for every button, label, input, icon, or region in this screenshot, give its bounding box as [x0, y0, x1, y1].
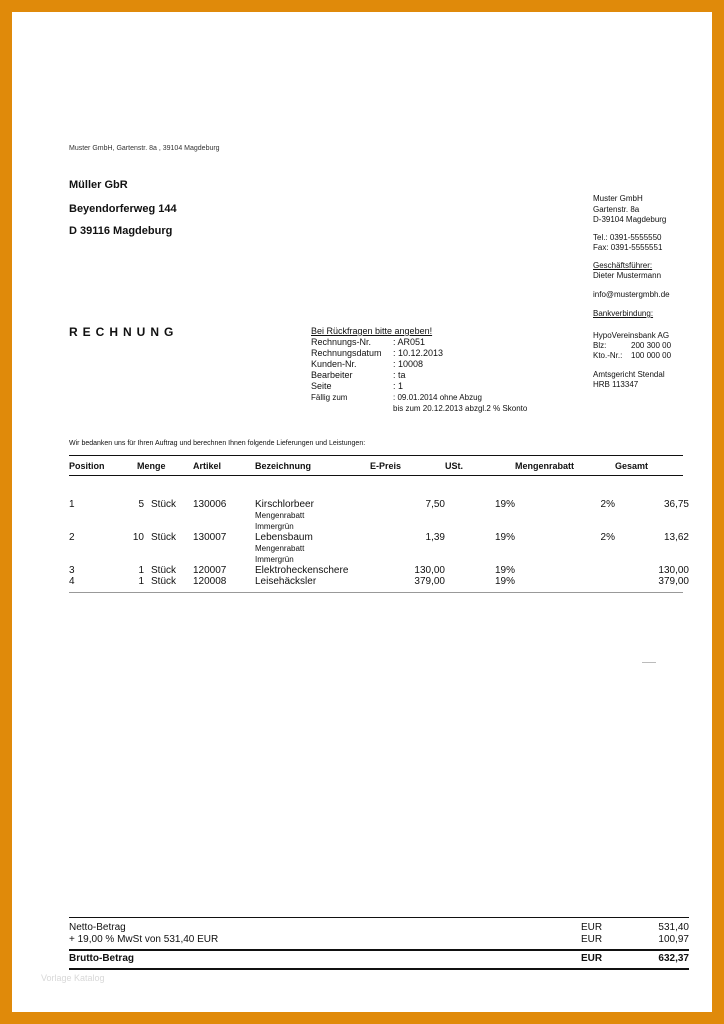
company-fax: Fax: 0391-5555551 [593, 243, 663, 252]
col-ust: USt. [445, 461, 463, 471]
table-row [69, 499, 689, 532]
cell-total: 36,75 [663, 499, 689, 510]
kto-value: 100 000 00 [631, 351, 672, 360]
info-value: : 10008 [393, 359, 424, 369]
cell-qty: 1 [138, 576, 144, 587]
info-key: Kunden-Nr. [311, 359, 357, 369]
desc-main: Kirschlorbeer [255, 499, 314, 510]
blz-label: Blz: [593, 341, 607, 350]
document-title: RECHNUNG [69, 325, 179, 339]
cell-disc: 2% [600, 532, 615, 543]
cell-desc [255, 499, 370, 532]
table-bottom-rule [69, 592, 683, 593]
brutto-bottom-rule [69, 968, 689, 970]
cell-desc: Elektroheckenschere [255, 565, 349, 576]
table-row [69, 565, 689, 576]
info-row [311, 392, 553, 403]
col-mengenrabatt: Mengenrabatt [515, 461, 575, 471]
page-mark [642, 662, 656, 663]
cell-price: 7,50 [425, 499, 445, 510]
recipient-city: D 39116 Magdeburg [69, 225, 173, 237]
brutto-top-rule [69, 949, 689, 951]
recipient-name: Müller GbR [69, 179, 128, 191]
cell-disc: 2% [600, 499, 615, 510]
vat-label: + 19,00 % MwSt von 531,40 EUR [69, 934, 219, 945]
cell-unit: Stück [151, 532, 177, 543]
company-name: Muster GmbH [593, 194, 643, 203]
brutto-currency: EUR [581, 953, 603, 964]
cell-price: 130,00 [414, 565, 445, 576]
info-key [311, 403, 393, 414]
company-street: Gartenstr. 8a [593, 205, 640, 214]
desc-sub: Mengenrabatt [255, 511, 305, 520]
company-tel: Tel.: 0391-5555550 [593, 233, 662, 242]
cell-vat: 19% [494, 565, 515, 576]
sender-line: Muster GmbH, Gartenstr. 8a , 39104 Magdeburg [69, 145, 220, 152]
info-key: Bearbeiter [311, 370, 353, 380]
col-gesamt: Gesamt [615, 461, 649, 471]
info-row [311, 348, 553, 359]
col-epreis: E-Preis [370, 461, 402, 471]
brutto-label: Brutto-Betrag [69, 953, 134, 964]
info-row [311, 370, 553, 381]
blz-value: 200 300 00 [631, 341, 672, 350]
cell-pos: 4 [69, 576, 75, 587]
info-value: : 1 [393, 381, 404, 391]
cell-vat: 19% [494, 576, 515, 587]
company-email: info@mustergmbh.de [593, 290, 670, 299]
recipient-street: Beyendorferweg 144 [69, 203, 177, 215]
cell-disc [515, 565, 615, 576]
table-header-row [69, 458, 689, 474]
info-row [311, 337, 553, 348]
table-top-rule [69, 455, 683, 456]
netto-row [69, 922, 689, 934]
desc-main: Lebensbaum [255, 532, 313, 543]
watermark: Vorlage Katalog [41, 973, 105, 983]
cell-qty: 1 [138, 565, 144, 576]
company-court: Amtsgericht Stendal [593, 370, 665, 379]
company-bank-name: HypoVereinsbank AG [593, 331, 670, 340]
info-row [311, 403, 553, 414]
vat-amount: 100,97 [658, 934, 689, 945]
vat-row [69, 934, 689, 946]
desc-sub: Immergrün [255, 522, 294, 531]
company-bank-label: Bankverbindung: [593, 309, 654, 318]
cell-disc [515, 576, 615, 587]
brutto-row [69, 952, 689, 966]
cell-total: 379,00 [658, 576, 689, 587]
col-bezeichnung: Bezeichnung [255, 461, 312, 471]
brutto-amount: 632,37 [658, 953, 689, 964]
company-city: D-39104 Magdeburg [593, 215, 667, 224]
cell-vat: 19% [494, 532, 515, 543]
cell-art: 120008 [193, 576, 227, 587]
cell-qty: 10 [132, 532, 144, 543]
info-key: Fällig zum [311, 393, 348, 402]
cell-vat: 19% [494, 499, 515, 510]
intro-text: Wir bedanken uns für Ihren Auftrag und berechnen Ihnen folgende Lieferungen und Leistungen: [69, 440, 366, 447]
company-block [593, 194, 671, 390]
info-row [311, 359, 553, 370]
desc-sub: Mengenrabatt [255, 544, 305, 553]
cell-pos: 1 [69, 499, 75, 510]
col-position: Position [69, 461, 105, 471]
cell-desc: Leisehäcksler [255, 576, 317, 587]
col-artikel: Artikel [193, 461, 222, 471]
cell-price: 379,00 [414, 576, 445, 587]
kto-label: Kto.-Nr.: [593, 351, 623, 360]
cell-total: 13,62 [663, 532, 689, 543]
cell-price: 1,39 [425, 532, 445, 543]
col-menge: Menge [137, 461, 166, 471]
company-blz-row [593, 341, 671, 351]
desc-sub: Immergrün [255, 555, 294, 564]
totals-block [69, 922, 689, 966]
cell-pos: 2 [69, 532, 75, 543]
table-row [69, 532, 689, 565]
cell-pos: 3 [69, 565, 75, 576]
company-hrb: HRB 113347 [593, 380, 639, 389]
company-gf-label: Geschäftsführer: [593, 261, 653, 270]
vat-currency: EUR [581, 934, 603, 945]
invoice-page [12, 12, 712, 1012]
company-gf-name: Dieter Mustermann [593, 271, 662, 280]
info-key: Rechnungsdatum [311, 348, 382, 358]
invoice-info [311, 326, 553, 414]
cell-unit: Stück [151, 565, 177, 576]
info-row [311, 381, 553, 392]
cell-desc [255, 532, 370, 565]
totals-top-rule [69, 917, 689, 918]
info-key: Rechnungs-Nr. [311, 337, 372, 347]
cell-art: 130007 [193, 532, 227, 543]
netto-currency: EUR [581, 922, 603, 933]
netto-amount: 531,40 [658, 922, 689, 933]
cell-art: 130006 [193, 499, 227, 510]
info-value: : 10.12.2013 [393, 348, 444, 358]
cell-total: 130,00 [658, 565, 689, 576]
info-header: Bei Rückfragen bitte angeben! [311, 326, 433, 336]
cell-qty: 5 [138, 499, 144, 510]
info-value: : AR051 [393, 337, 426, 347]
cell-art: 120007 [193, 565, 227, 576]
cell-unit: Stück [151, 576, 177, 587]
header-rule [69, 475, 683, 476]
company-kto-row [593, 351, 671, 361]
table-row [69, 576, 689, 587]
info-key: Seite [311, 381, 332, 391]
info-value: bis zum 20.12.2013 abzgl.2 % Skonto [393, 404, 528, 413]
info-value: : 09.01.2014 ohne Abzug [393, 393, 482, 402]
cell-unit: Stück [151, 499, 177, 510]
netto-label: Netto-Betrag [69, 922, 126, 933]
items-table [69, 458, 689, 587]
info-value: : ta [393, 370, 406, 380]
